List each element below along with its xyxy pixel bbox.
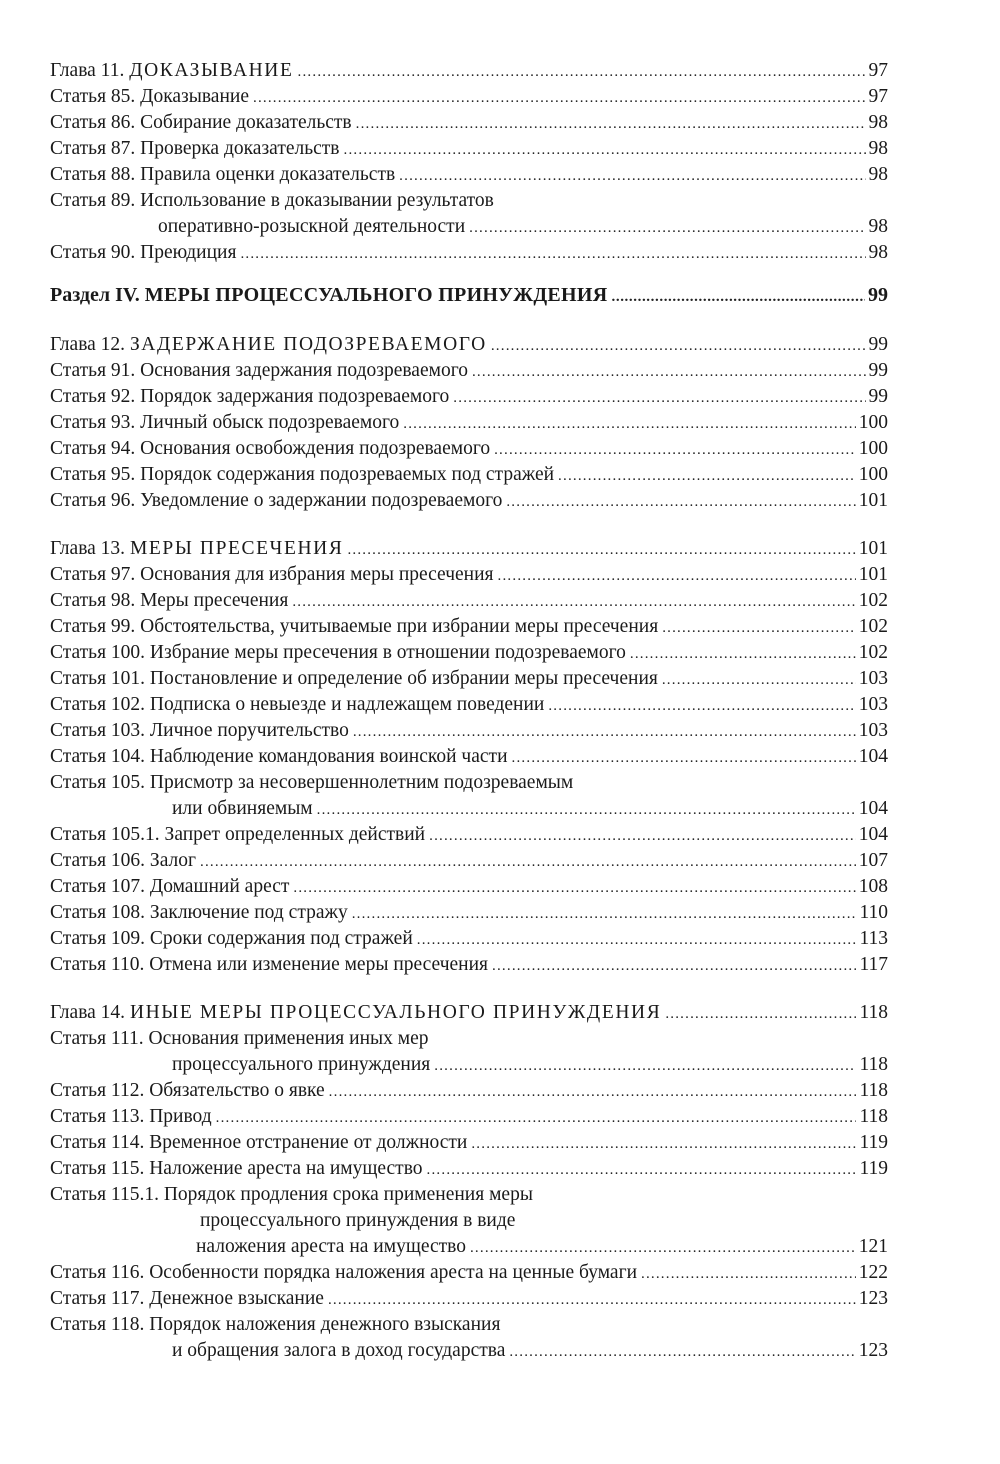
- page-number: 113: [859, 928, 888, 949]
- article-title-line-2: процессуального принуждения: [172, 1054, 431, 1075]
- dot-leader: [506, 489, 855, 515]
- article-title: Преюдиция: [140, 242, 237, 263]
- article-number: Статья 105.: [50, 772, 146, 793]
- article-number: Статья 115.1.: [50, 1184, 159, 1205]
- article-title: Личное поручительство: [149, 720, 349, 741]
- page-number: 122: [858, 1262, 888, 1283]
- article-number: Статья 101.: [50, 668, 146, 689]
- dot-leader: [352, 901, 857, 927]
- toc-section-4[interactable]: [50, 282, 888, 312]
- article-number: Статья 110.: [50, 954, 145, 975]
- article-title: Отмена или изменение меры пресечения: [149, 954, 489, 975]
- table-of-contents: [50, 58, 888, 1364]
- toc-article-99[interactable]: [50, 614, 888, 640]
- page-number: 101: [858, 538, 888, 559]
- article-title: Особенности порядка наложения ареста на ценные бумаги: [149, 1262, 637, 1283]
- toc-article-85[interactable]: [50, 84, 888, 110]
- chapter-number: Глава 14.: [50, 1002, 126, 1023]
- dot-leader: [417, 927, 857, 953]
- toc-article-115[interactable]: [50, 1156, 888, 1182]
- article-title: Основания освобождения подозреваемого: [140, 438, 491, 459]
- chapter-title: ЗАДЕРЖАНИЕ ПОДОЗРЕВАЕМОГО: [129, 334, 487, 355]
- dot-leader: [453, 385, 865, 411]
- article-number: Статья 91.: [50, 360, 136, 381]
- article-title: Порядок содержания подозреваемых под стражей: [140, 464, 555, 485]
- page-number: 102: [858, 590, 888, 611]
- toc-article-91[interactable]: [50, 358, 888, 384]
- article-title-line-2: и обращения залога в доход государства: [172, 1340, 506, 1361]
- article-number: Статья 114.: [50, 1132, 145, 1153]
- dot-leader: [200, 849, 856, 875]
- dot-leader: [328, 1287, 856, 1313]
- article-title: Обстоятельства, учитываемые при избрании меры пресечения: [140, 616, 659, 637]
- article-title: Уведомление о задержании подозреваемого: [140, 490, 503, 511]
- page-number: 97: [868, 86, 888, 107]
- dot-leader: [470, 1235, 856, 1261]
- dot-leader: [512, 745, 856, 771]
- page-number: 119: [859, 1158, 888, 1179]
- page-number: 108: [858, 876, 888, 897]
- chapter-number: Глава 13.: [50, 538, 126, 559]
- article-number: Статья 95.: [50, 464, 136, 485]
- page-number: 104: [858, 824, 888, 845]
- page-number: 99: [868, 386, 888, 407]
- toc-article-115-1[interactable]: [50, 1182, 888, 1260]
- dot-leader: [216, 1105, 857, 1131]
- dot-leader: [641, 1261, 856, 1287]
- page-number: 118: [859, 1054, 888, 1075]
- dot-leader: [612, 284, 866, 310]
- article-number: Статья 112.: [50, 1080, 145, 1101]
- page-number: 107: [858, 850, 888, 871]
- page-number: 103: [858, 694, 888, 715]
- article-title-line-1: Использование в доказывании результатов: [140, 190, 494, 211]
- toc-article-108[interactable]: [50, 900, 888, 926]
- toc-article-87[interactable]: [50, 136, 888, 162]
- article-number: Статья 94.: [50, 438, 136, 459]
- dot-leader: [509, 1339, 855, 1365]
- dot-leader: [558, 463, 856, 489]
- article-title: Денежное взыскание: [149, 1288, 324, 1309]
- chapter-title: ДОКАЗЫВАНИЕ: [129, 60, 294, 81]
- page-number: 121: [858, 1236, 888, 1257]
- article-number: Статья 108.: [50, 902, 146, 923]
- article-number: Статья 97.: [50, 564, 136, 585]
- article-number: Статья 98.: [50, 590, 136, 611]
- article-title: Наложение ареста на имущество: [149, 1158, 423, 1179]
- article-title: Личный обыск подозреваемого: [140, 412, 400, 433]
- spacer: [50, 514, 888, 536]
- toc-article-97[interactable]: [50, 562, 888, 588]
- article-title-line-2: или обвиняемым: [172, 798, 313, 819]
- toc-article-110[interactable]: [50, 952, 888, 978]
- dot-leader: [427, 1157, 857, 1183]
- article-number: Статья 104.: [50, 746, 146, 767]
- toc-article-103[interactable]: [50, 718, 888, 744]
- article-title: Порядок задержания подозреваемого: [140, 386, 450, 407]
- page-number: 118: [859, 1080, 888, 1101]
- article-number: Статья 100.: [50, 642, 146, 663]
- article-number: Статья 88.: [50, 164, 136, 185]
- article-title-line-2: процессуального принуждения в виде: [200, 1210, 516, 1231]
- page-number: 99: [868, 334, 888, 355]
- dot-leader: [498, 563, 856, 589]
- article-number: Статья 90.: [50, 242, 136, 263]
- toc-chapter-14[interactable]: [50, 1000, 888, 1026]
- toc-article-98[interactable]: [50, 588, 888, 614]
- article-title: Меры пресечения: [140, 590, 289, 611]
- toc-article-106[interactable]: [50, 848, 888, 874]
- article-number: Статья 106.: [50, 850, 146, 871]
- article-number: Статья 115.: [50, 1158, 145, 1179]
- toc-article-111[interactable]: [50, 1026, 888, 1078]
- article-number: Статья 86.: [50, 112, 136, 133]
- dot-leader: [317, 797, 856, 823]
- toc-article-102[interactable]: [50, 692, 888, 718]
- page-number: 101: [858, 490, 888, 511]
- dot-leader: [494, 437, 856, 463]
- page-number: 117: [859, 954, 888, 975]
- dot-leader: [492, 953, 856, 979]
- toc-chapter-11[interactable]: [50, 58, 888, 84]
- article-number: Статья 96.: [50, 490, 136, 511]
- article-number: Статья 92.: [50, 386, 136, 407]
- article-title: Постановление и определение об избрании меры пресечения: [149, 668, 658, 689]
- page-number: 118: [859, 1106, 888, 1127]
- article-number: Статья 89.: [50, 190, 136, 211]
- article-number: Статья 111.: [50, 1028, 144, 1049]
- page-number: 123: [858, 1340, 888, 1361]
- page-number: 119: [859, 1132, 888, 1153]
- article-number: Статья 99.: [50, 616, 136, 637]
- toc-article-92[interactable]: [50, 384, 888, 410]
- article-title: Доказывание: [140, 86, 249, 107]
- dot-leader: [292, 589, 855, 615]
- article-number: Статья 105.1.: [50, 824, 160, 845]
- dot-leader: [399, 163, 865, 189]
- page-number: 98: [868, 138, 888, 159]
- article-title: Избрание меры пресечения в отношении подозреваемого: [149, 642, 626, 663]
- toc-article-93[interactable]: [50, 410, 888, 436]
- page-number: 104: [858, 746, 888, 767]
- page-number: 97: [868, 60, 888, 81]
- article-title: Временное отстранение от должности: [149, 1132, 468, 1153]
- page-number: 104: [858, 798, 888, 819]
- toc-article-100[interactable]: [50, 640, 888, 666]
- page-number: 123: [858, 1288, 888, 1309]
- article-number: Статья 107.: [50, 876, 146, 897]
- chapter-number: Глава 12.: [50, 334, 126, 355]
- toc-article-104[interactable]: [50, 744, 888, 770]
- page-number: 98: [868, 242, 888, 263]
- article-number: Статья 109.: [50, 928, 146, 949]
- page-number: 102: [858, 616, 888, 637]
- section-number: Раздел IV.: [50, 284, 140, 306]
- dot-leader: [662, 667, 856, 693]
- dot-leader: [471, 1131, 856, 1157]
- dot-leader: [491, 333, 866, 359]
- article-title-line-1: Порядок продления срока применения меры: [163, 1184, 533, 1205]
- page-number: 110: [859, 902, 888, 923]
- toc-article-112[interactable]: [50, 1078, 888, 1104]
- dot-leader: [240, 241, 865, 267]
- article-title: Основания задержания подозреваемого: [140, 360, 468, 381]
- article-title: Залог: [149, 850, 196, 871]
- dot-leader: [472, 359, 866, 385]
- toc-article-101[interactable]: [50, 666, 888, 692]
- article-number: Статья 116.: [50, 1262, 145, 1283]
- dot-leader: [298, 59, 866, 85]
- article-title: Привод: [149, 1106, 212, 1127]
- article-title: Обязательство о явке: [149, 1080, 325, 1101]
- page-number: 98: [868, 164, 888, 185]
- page-number: 100: [858, 438, 888, 459]
- page-number: 99: [868, 360, 888, 381]
- dot-leader: [353, 719, 856, 745]
- dot-leader: [347, 537, 855, 563]
- page-number: 101: [858, 564, 888, 585]
- toc-article-113[interactable]: [50, 1104, 888, 1130]
- article-title-line-1: Присмотр за несовершеннолетним подозреваемым: [149, 772, 574, 793]
- dot-leader: [665, 1001, 856, 1027]
- dot-leader: [630, 641, 856, 667]
- toc-article-116[interactable]: [50, 1260, 888, 1286]
- toc-article-118[interactable]: [50, 1312, 888, 1364]
- article-title: Проверка доказательств: [140, 138, 340, 159]
- dot-leader: [356, 111, 866, 137]
- toc-article-117[interactable]: [50, 1286, 888, 1312]
- article-title: Подписка о невыезде и надлежащем поведении: [149, 694, 545, 715]
- article-title: Заключение под стражу: [149, 902, 348, 923]
- page-number: 118: [859, 1002, 888, 1023]
- page-number: 99: [868, 284, 888, 306]
- article-title-line-1: Основания применения иных мер: [148, 1028, 429, 1049]
- toc-article-114[interactable]: [50, 1130, 888, 1156]
- page-number: 103: [858, 668, 888, 689]
- toc-article-89[interactable]: [50, 188, 888, 240]
- article-number: Статья 93.: [50, 412, 136, 433]
- dot-leader: [662, 615, 856, 641]
- dot-leader: [253, 85, 866, 111]
- dot-leader: [434, 1053, 856, 1079]
- article-title: Основания для избрания меры пресечения: [140, 564, 494, 585]
- page-number: 103: [858, 720, 888, 741]
- page-number: 100: [858, 464, 888, 485]
- toc-article-90[interactable]: [50, 240, 888, 266]
- article-title: Наблюдение командования воинской части: [149, 746, 508, 767]
- toc-article-88[interactable]: [50, 162, 888, 188]
- toc-chapter-12[interactable]: [50, 332, 888, 358]
- article-number: Статья 113.: [50, 1106, 145, 1127]
- toc-article-86[interactable]: [50, 110, 888, 136]
- article-number: Статья 103.: [50, 720, 146, 741]
- toc-article-105[interactable]: [50, 770, 888, 822]
- article-title: Сроки содержания под стражей: [149, 928, 413, 949]
- toc-chapter-13[interactable]: [50, 536, 888, 562]
- article-number: Статья 87.: [50, 138, 136, 159]
- article-number: Статья 118.: [50, 1314, 145, 1335]
- article-title: Правила оценки доказательств: [140, 164, 396, 185]
- dot-leader: [293, 875, 855, 901]
- toc-article-105-1[interactable]: [50, 822, 888, 848]
- toc-article-94[interactable]: [50, 436, 888, 462]
- article-title-line-2: оперативно-розыскной деятельности: [158, 216, 466, 237]
- dot-leader: [429, 823, 856, 849]
- dot-leader: [344, 137, 866, 163]
- article-title: Домашний арест: [149, 876, 290, 897]
- dot-leader: [403, 411, 855, 437]
- page-number: 102: [858, 642, 888, 663]
- page-number: 98: [868, 112, 888, 133]
- dot-leader: [469, 215, 865, 241]
- chapter-number: Глава 11.: [50, 60, 125, 81]
- chapter-title: МЕРЫ ПРЕСЕЧЕНИЯ: [129, 538, 344, 559]
- article-title-line-3: наложения ареста на имущество: [196, 1236, 466, 1257]
- spacer: [50, 978, 888, 1000]
- article-title-line-1: Порядок наложения денежного взыскания: [149, 1314, 501, 1335]
- dot-leader: [329, 1079, 857, 1105]
- article-title: Собирание доказательств: [140, 112, 352, 133]
- article-number: Статья 117.: [50, 1288, 145, 1309]
- toc-article-95[interactable]: [50, 462, 888, 488]
- dot-leader: [548, 693, 855, 719]
- page-number: 100: [858, 412, 888, 433]
- article-number: Статья 102.: [50, 694, 146, 715]
- article-title: Запрет определенных действий: [164, 824, 426, 845]
- toc-article-107[interactable]: [50, 874, 888, 900]
- toc-article-109[interactable]: [50, 926, 888, 952]
- page-number: 98: [868, 216, 888, 237]
- chapter-title: ИНЫЕ МЕРЫ ПРОЦЕССУАЛЬНОГО ПРИНУЖДЕНИЯ: [129, 1002, 662, 1023]
- section-title: МЕРЫ ПРОЦЕССУАЛЬНОГО ПРИНУЖДЕНИЯ: [144, 284, 608, 306]
- toc-article-96[interactable]: [50, 488, 888, 514]
- article-number: Статья 85.: [50, 86, 136, 107]
